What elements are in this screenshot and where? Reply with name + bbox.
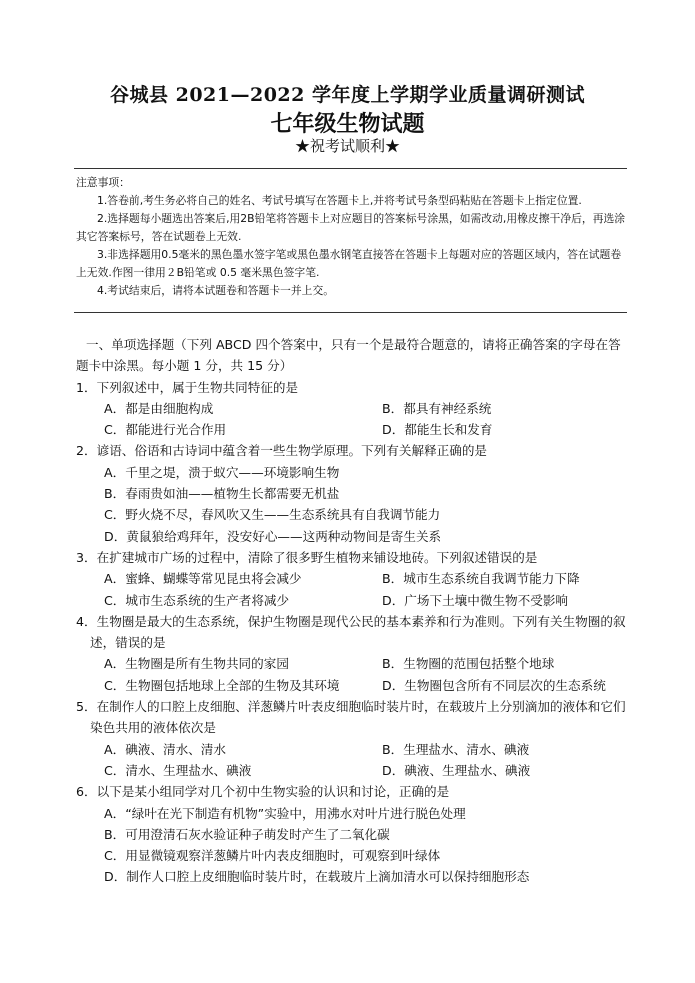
option-b: B．都具有神经系统 (382, 400, 492, 416)
exam-title: 谷城县 2021—2022 学年度上学期学业质量调研测试 (110, 84, 585, 106)
question-4 (76, 611, 632, 696)
option-b: B．生理盐水、清水、碘液 (382, 741, 530, 757)
notice-top-rule (74, 168, 627, 169)
option-a: A．“绿叶在光下制造有机物”实验中，用沸水对叶片进行脱色处理 (104, 805, 466, 821)
option-list (76, 739, 632, 782)
question-stem: 3．在扩建城市广场的过程中，清除了很多野生植物来铺设地砖。下列叙述错误的是 (76, 549, 538, 565)
option-a: A．千里之堤，溃于蚁穴——环境影响生物 (104, 464, 340, 480)
option-d: D．制作人口腔上皮细胞临时装片时，在载玻片上滴加清水可以保持细胞形态 (104, 869, 530, 885)
option-list (76, 653, 632, 696)
question-stem: 1．下列叙述中，属于生物共同特征的是 (76, 379, 299, 395)
option-c: C．清水、生理盐水、碘液 (104, 762, 252, 778)
question-section (76, 334, 632, 888)
question-stem: 2．谚语、俗语和古诗词中蕴含着一些生物学原理。下列有关解释正确的是 (76, 443, 488, 459)
option-a: A．蜜蜂、蝴蝶等常见昆虫将会减少 (104, 571, 302, 587)
option-d: D．生物圈包含所有不同层次的生态系统 (382, 677, 606, 693)
question-6 (76, 781, 632, 887)
option-c: C．城市生态系统的生产者将减少 (104, 592, 290, 608)
question-1 (76, 377, 632, 441)
question-2 (76, 440, 632, 546)
option-d: D．都能生长和发育 (382, 422, 493, 438)
option-list (76, 568, 632, 611)
option-a: A．生物圈是所有生物共同的家园 (104, 656, 289, 672)
exam-subtitle: 七年级生物试题 (270, 111, 425, 137)
option-c: C．生物圈包括地球上全部的生物及其环境 (104, 677, 340, 693)
option-list (76, 803, 632, 888)
option-a: A．碘液、清水、清水 (104, 741, 226, 757)
notice-bottom-rule (74, 312, 627, 313)
option-c: C．都能进行光合作用 (104, 422, 227, 438)
question-5 (76, 696, 632, 781)
notice-item: 3.非选择题用0.5毫米的黑色墨水签字笔或黑色墨水钢笔直接答在答题卡上每题对应的答题区域内，答在试题卷上无效.作图一律用２B铅笔或 0.5 毫米黑色签字笔. (76, 248, 622, 279)
option-a: A．都是由细胞构成 (104, 400, 214, 416)
option-b: B．生物圈的范围包括整个地球 (382, 656, 555, 672)
notice-box (76, 174, 628, 300)
question-stem: 4．生物圈是最大的生态系统，保护生物圈是现代公民的基本素养和行为准则。下列有关生物圈的叙述，错误的是 (76, 613, 626, 651)
question-stem: 5．在制作人的口腔上皮细胞、洋葱鳞片叶表皮细胞临时装片时，在载玻片上分别滴加的液体和它们染色共用的液体依次是 (76, 699, 626, 736)
option-d: D．碘液、生理盐水、碘液 (382, 762, 531, 778)
option-list (76, 462, 632, 547)
option-b: B．可用澄清石灰水验证种子萌发时产生了二氧化碳 (104, 826, 390, 842)
option-b: B．城市生态系统自我调节能力下降 (382, 571, 580, 587)
notice-item: 4.考试结束后，请将本试题卷和答题卡一并上交。 (97, 284, 335, 297)
notice-heading: 注意事项： (76, 176, 130, 189)
good-luck-line: ★祝考试顺利★ (294, 137, 400, 155)
question-3 (76, 547, 632, 611)
option-c: C．用显微镜观察洋葱鳞片叶内表皮细胞时，可观察到叶绿体 (104, 848, 441, 864)
notice-item: 1.答卷前,考生务必将自己的姓名、考试号填写在答题卡上,并将考试号条型码粘贴在答题卡上指定位置. (97, 194, 582, 207)
option-d: D．黄鼠狼给鸡拜年，没安好心——这两种动物间是寄生关系 (104, 528, 442, 544)
option-list (76, 398, 632, 441)
option-c: C．野火烧不尽，春风吹又生——生态系统具有自我调节能力 (104, 507, 441, 523)
option-b: B．春雨贵如油——植物生长都需要无机盐 (104, 486, 340, 502)
notice-item: 2.选择题每小题选出答案后,用2B铅笔将答题卡上对应题目的答案标号涂黑，如需改动,用橡皮擦干净后，再选涂其它答案标号，答在试题卷上无效. (76, 212, 626, 243)
section-heading: 一、单项选择题（下列 ABCD 四个答案中，只有一个是最符合题意的，请将正确答案的字母在答题卡中涂黑。每小题 1 分，共 15 分） (76, 337, 621, 374)
question-stem: 6．以下是某小组同学对几个初中生物实验的认识和讨论，正确的是 (76, 784, 450, 800)
option-d: D．广场下土壤中微生物不受影响 (382, 592, 569, 608)
